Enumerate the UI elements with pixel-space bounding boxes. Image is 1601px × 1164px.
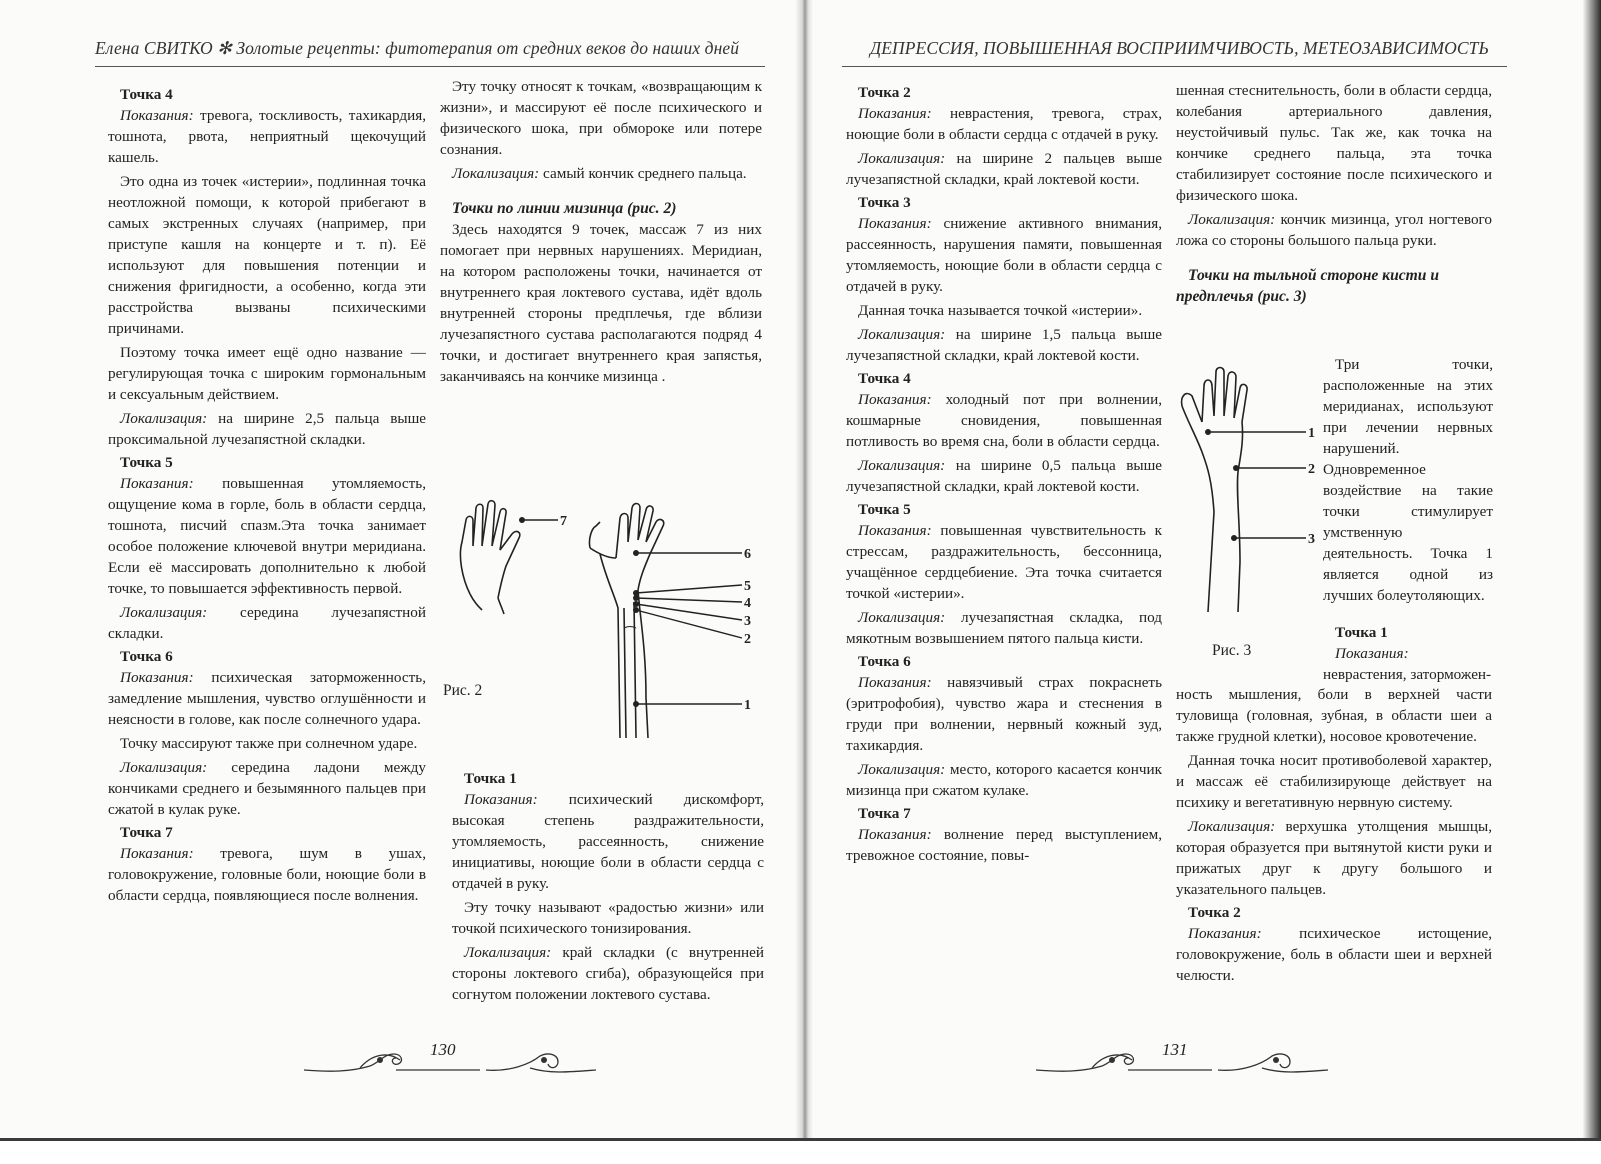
section-subheading: Точки на тыльной стороне кисти и предплечья (рис. 3) (1176, 267, 1440, 305)
text-paragraph (108, 342, 426, 405)
header-rule (842, 66, 1507, 67)
paragraph-body: середина лучезапястной складки. (108, 604, 426, 642)
text-paragraph (108, 408, 426, 450)
large-hand-outline (589, 504, 663, 591)
paragraph-body: психическое истощение, головокружение, боль в области шеи и верхней челюсти. (1176, 925, 1492, 984)
text-paragraph (1176, 80, 1492, 206)
paragraph-label: Показания: (120, 845, 194, 862)
text-paragraph (108, 105, 426, 168)
text-paragraph (1176, 209, 1492, 251)
paragraph-label: Локализация: (858, 457, 946, 474)
running-head-right: ДЕПРЕССИЯ, ПОВЫШЕННАЯ ВОСПРИИМЧИВОСТЬ, МЕТЕОЗАВИСИМОСТЬ (870, 38, 1489, 58)
paragraph-label: Локализация: (464, 944, 552, 961)
fig2-label-3: 3 (744, 614, 751, 629)
left-column-2-top (440, 76, 762, 387)
right-column-1 (846, 80, 1162, 866)
figure-3-side-heading-block (1323, 622, 1493, 685)
paragraph-body: волнение перед выступлением, тревожное состояние, повы- (846, 826, 1162, 864)
paragraph-body: лучезапястная складка, под мякотным возвышением пятого пальца кисти. (846, 609, 1162, 647)
left-page (0, 0, 800, 1164)
paragraph-label: Локализация: (858, 609, 946, 626)
paragraph-body: место, которого касается кончик мизинца при сжатом кулаке. (846, 761, 1162, 799)
fig2-label-5: 5 (744, 579, 751, 594)
paragraph-body: Поэтому точка имеет ещё одно название — регулирующая точка с широким гормональным и сексуальным действием. (108, 344, 426, 403)
section-subheading: Точки по линии мизинца (рис. 2) (452, 200, 677, 217)
fig2-label-1: 1 (744, 698, 751, 713)
figure-2-hand-diagram (440, 498, 770, 748)
fig3-side-label: Показания: (1335, 645, 1409, 662)
point-heading: Точка 2 (858, 84, 911, 101)
point-heading: Точка 1 (464, 770, 517, 787)
paragraph-body: на ширине 2 пальцев выше лучезапястной складки, край локтевой кости. (846, 150, 1162, 188)
point-heading: Точка 6 (120, 648, 173, 665)
paragraph-label: Локализация: (120, 604, 208, 621)
fig3-side-para: Три точки, расположенные на этих меридианах, используют при лечении нервных нарушений. Одновременное воздействие на такие точки стимулирует умственную деятельность. Точка 1 является одной из лучших болеутоляющих. (1323, 356, 1493, 604)
paragraph-body: повышенная утомляемость, ощущение кома в горле, боль в области сердца, тошнота, писчий спазм.Эта точка занимает особое положение ключевой внутри меридиана. Если её массировать дополнительно к любой точке, то повышается эффективность первой. (108, 475, 426, 597)
paragraph-body: психическая заторможенность, замедление мышления, чувство оглушённости и неясности в голове, как после солнечного удара. (108, 669, 426, 728)
paragraph-body: Эту точку называют «радостью жизни» или точкой психического тонизирования. (452, 899, 764, 937)
paragraph-body: Данная точка называется точкой «истерии». (858, 302, 1143, 319)
paragraph-label: Показания: (858, 522, 932, 539)
text-paragraph (1176, 684, 1492, 747)
paragraph-label: Локализация: (858, 326, 946, 343)
paragraph-body: на ширине 1,5 пальца выше лучезапястной складки, край локтевой кости. (846, 326, 1162, 364)
header-rule (95, 66, 765, 67)
fig3-side-heading: Точка 1 (1335, 624, 1388, 641)
paragraph-label: Локализация: (120, 759, 208, 776)
text-paragraph (846, 759, 1162, 801)
text-paragraph (108, 733, 426, 754)
point-heading: Точка 4 (858, 370, 911, 387)
paragraph-body: на ширине 2,5 пальца выше проксимальной лучезапястной складки. (108, 410, 426, 448)
paragraph-body: шенная стеснительность, боли в области сердца, колебания артериального давления, неустойчивый пульс. Так же, как точка на кончике среднего пальца, эта точка стабилизирует состояние после психического и физического шока. (1176, 82, 1492, 204)
text-paragraph (440, 219, 762, 387)
paragraph-label: Показания: (858, 826, 932, 843)
paragraph-label: Локализация: (452, 165, 540, 182)
paragraph-body: психический дискомфорт, высокая степень раздражительности, утомляемость, рассеянность, снижение инициативы, ноющие боли в области сердца с отдачей в руку. (452, 791, 764, 892)
paragraph-body: Данная точка носит противоболевой характер, и массаж её стабилизирующе действует на психику и вегетативную нервную систему. (1176, 752, 1492, 811)
paragraph-label: Показания: (464, 791, 538, 808)
text-paragraph (846, 324, 1162, 366)
paragraph-label: Показания: (858, 215, 932, 232)
point-heading: Точка 2 (1188, 904, 1241, 921)
paragraph-body: верхушка утолщения мышцы, которая образуется при вытянутой кисти руки и прижатых друг к другу большого и указательного пальцев. (1176, 818, 1492, 898)
paragraph-label: Показания: (120, 475, 194, 492)
paragraph-body: тревога, шум в ушах, головокружение, головные боли, ноющие боли в области сердца, появляющиеся после волнения. (108, 845, 426, 904)
text-paragraph (846, 520, 1162, 604)
paragraph-label: Локализация: (120, 410, 208, 427)
point-heading: Точка 5 (858, 501, 911, 518)
paragraph-body: кончик мизинца, угол ногтевого ложа со стороны большого пальца руки. (1176, 211, 1492, 249)
paragraph-body: снижение активного внимания, рассеянность, нарушения памяти, повышенная утомляемость, ноющие боли в области сердца с отдачей в руку. (846, 215, 1162, 295)
paragraph-label: Локализация: (858, 150, 946, 167)
text-paragraph (846, 389, 1162, 452)
text-paragraph (440, 76, 762, 160)
text-paragraph (108, 602, 426, 644)
paragraph-label: Локализация: (1188, 818, 1276, 835)
paragraph-body: тревога, тоскливость, тахикардия, тошнота, рвота, неприятный щекочущий кашель. (108, 107, 426, 166)
paragraph-body: самый кончик среднего пальца. (539, 165, 747, 182)
paragraph-body: Эту точку относят к точкам, «возвращающим к жизни», и массируют её после психического и физического шока, при обмороке или потере сознания. (440, 78, 762, 158)
paragraph-body: холодный пот при волнении, кошмарные сновидения, повышенная потливость во время сна, боли в области сердца. (846, 391, 1162, 450)
text-paragraph (440, 163, 762, 184)
text-paragraph (108, 757, 426, 820)
text-paragraph (1176, 923, 1492, 986)
paragraph-body: ность мышления, боли в верхней части туловища (головная, зубная, в области шеи а также грудной клетки), носовое кровотечение. (1176, 686, 1492, 745)
page-number-right: 131 (1162, 1040, 1188, 1059)
paragraph-label: Показания: (120, 669, 194, 686)
book-right-edge (1583, 0, 1601, 1164)
paragraph-body: Это одна из точек «истерии», подлинная точка неотложной помощи, к которой прибегают в самых экстренных случаях (например, при приступе кашля на концерте и т. п). Её используют для повышения потенции и снижения фригидности, а особенно, когда эти расстройства вызваны психическими причинами. (108, 173, 426, 337)
point-heading: Точка 7 (120, 824, 173, 841)
point-heading: Точка 5 (120, 454, 173, 471)
left-column-2-bottom (452, 766, 764, 1005)
paragraph-body: неврастения, тревога, страх, ноющие боли в области сердца с отдачей в руку. (846, 105, 1162, 143)
paragraph-label: Показания: (858, 391, 932, 408)
text-paragraph (452, 897, 764, 939)
fig3-label-2: 2 (1308, 462, 1315, 477)
fig3-label-3: 3 (1308, 532, 1315, 547)
paragraph-label: Локализация: (858, 761, 946, 778)
text-paragraph (108, 667, 426, 730)
left-column-1 (108, 82, 426, 906)
paragraph-body: край складки (с внутренней стороны локтевого сгиба), образующейся при согнутом положении локтевого сустава. (452, 944, 764, 1003)
text-paragraph (846, 103, 1162, 145)
point-heading: Точка 6 (858, 653, 911, 670)
paragraph-body: на ширине 0,5 пальца выше лучезапястной складки, край локтевой кости. (846, 457, 1162, 495)
paragraph-body: Здесь находятся 9 точек, массаж 7 из них помогает при нервных нарушениях. Меридиан, на котором расположены точки, начинается от внутреннего края локтевого сустава, идёт вдоль внутренней стороны предплечья, где вблизи лучезапястного сустава располагаются подряд 4 точки, и достигает внутреннего края запястья, заканчиваясь на кончике мизинца . (440, 221, 762, 385)
text-paragraph (846, 824, 1162, 866)
fig3-label-1: 1 (1308, 426, 1315, 441)
text-paragraph (108, 473, 426, 599)
paragraph-body: Точку массируют также при солнечном ударе. (120, 735, 418, 752)
point-heading: Точка 3 (858, 194, 911, 211)
text-paragraph (108, 171, 426, 339)
text-paragraph (846, 148, 1162, 190)
figure-3-caption: Рис. 3 (1212, 642, 1252, 659)
fig3-side-after: неврастения, заторможен- (1323, 666, 1492, 683)
text-paragraph (452, 942, 764, 1005)
paragraph-label: Показания: (1188, 925, 1262, 942)
fig2-label-6: 6 (744, 547, 751, 562)
point-heading: Точка 7 (858, 805, 911, 822)
right-column-2-bottom (1176, 684, 1492, 986)
fig2-label-4: 4 (744, 596, 751, 611)
text-paragraph (1176, 816, 1492, 900)
fig2-label-2: 2 (744, 632, 751, 647)
paragraph-label: Показания: (858, 674, 932, 691)
text-paragraph (452, 789, 764, 894)
figure-3-side-text (1323, 354, 1493, 606)
running-head-left: Елена СВИТКО ✻ Золотые рецепты: фитотерапия от средних веков до наших дней (95, 38, 740, 58)
point-heading: Точка 4 (120, 86, 173, 103)
right-page (800, 0, 1601, 1164)
book-bottom-edge (0, 1138, 1601, 1164)
paragraph-body: середина ладони между кончиками среднего и безымянного пальцев при сжатой в кулак руке. (108, 759, 426, 818)
figure-3-arm-diagram (1178, 362, 1318, 632)
paragraph-label: Локализация: (1188, 211, 1276, 228)
text-paragraph (846, 213, 1162, 297)
right-column-2-top (1176, 80, 1492, 307)
paragraph-label: Показания: (858, 105, 932, 122)
text-paragraph (846, 607, 1162, 649)
text-paragraph (846, 455, 1162, 497)
text-paragraph (846, 300, 1162, 321)
text-paragraph (846, 672, 1162, 756)
paragraph-body: навязчивый страх покраснеть (эритрофобия), чувство жара и стеснения в груди при волнении, нервный кожный зуд, тахикардия. (846, 674, 1162, 754)
page-number-left: 130 (430, 1040, 456, 1059)
figure-2-caption: Рис. 2 (443, 682, 483, 699)
small-hand-outline (460, 501, 519, 598)
fig2-label-7: 7 (560, 514, 567, 529)
text-paragraph (108, 843, 426, 906)
paragraph-label: Показания: (120, 107, 194, 124)
text-paragraph (1176, 750, 1492, 813)
paragraph-body: повышенная чувствительность к стрессам, раздражительность, бессонница, учащённое сердцебиение. Эта точка считается точкой «истерии». (846, 522, 1162, 602)
